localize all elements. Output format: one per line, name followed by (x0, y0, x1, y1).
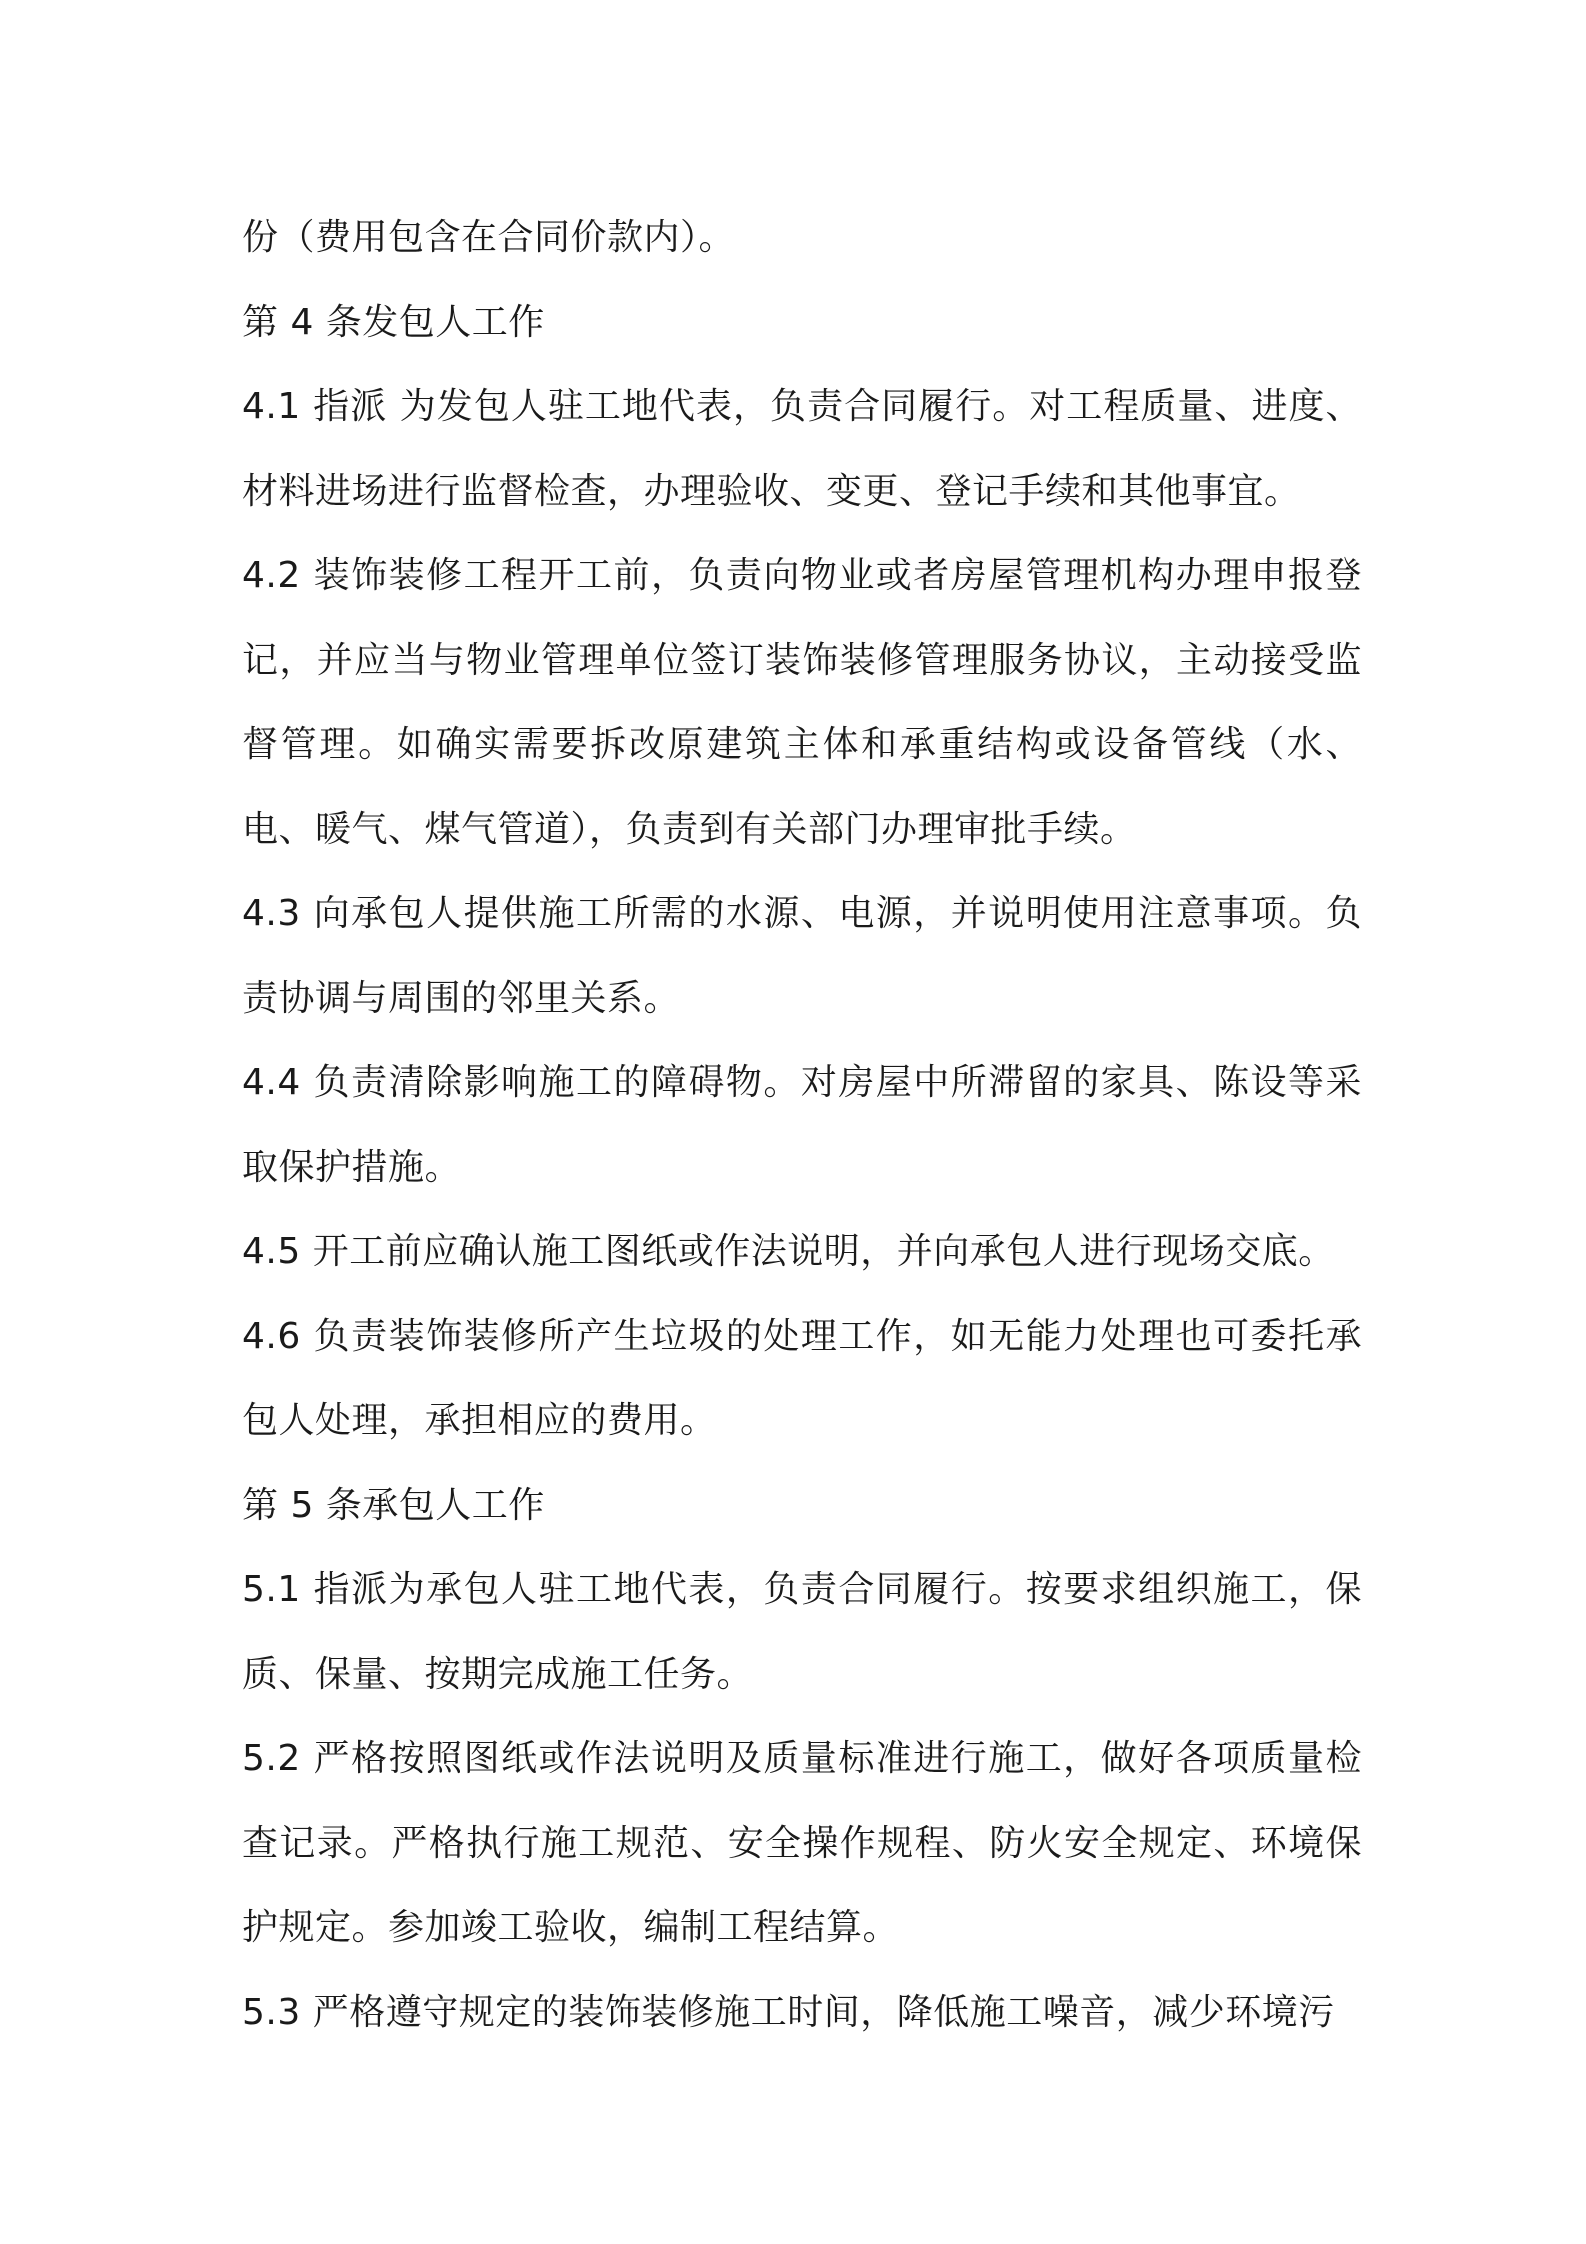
clause-4-4: 4.4 负责清除影响施工的障碍物。对房屋中所滞留的家具、陈设等采取保护措施。 (242, 1062, 1362, 1188)
clause-4-3: 4.3 向承包人提供施工所需的水源、电源，并说明使用注意事项。负责协调与周围的邻里关系。 (242, 893, 1362, 1019)
document-body (242, 196, 1362, 2055)
clause-4-1: 4.1 指派 为发包人驻工地代表，负责合同履行。对工程质量、进度、材料进场进行监督检查，办理验收、变更、登记手续和其他事宜。 (242, 386, 1362, 512)
section-heading-article-4: 第 4 条发包人工作 (242, 301, 545, 343)
clause-5-2: 5.2 严格按照图纸或作法说明及质量标准进行施工，做好各项质量检查记录。严格执行施工规范、安全操作规程、防火安全规定、环境保护规定。参加竣工验收，编制工程结算。 (242, 1738, 1362, 1948)
section-heading-article-5: 第 5 条承包人工作 (242, 1484, 545, 1526)
paragraph-continuation: 份（费用包含在合同价款内）。 (242, 217, 736, 258)
clause-4-6: 4.6 负责装饰装修所产生垃圾的处理工作，如无能力处理也可委托承包人处理，承担相应的费用。 (242, 1315, 1362, 1441)
clause-4-5: 4.5 开工前应确认施工图纸或作法说明，并向承包人进行现场交底。 (242, 1231, 1335, 1272)
clause-4-2: 4.2 装饰装修工程开工前，负责向物业或者房屋管理机构办理申报登记，并应当与物业管理单位签订装饰装修管理服务协议，主动接受监督管理。如确实需要拆改原建筑主体和承重结构或设备管线（水、电、暖气、煤气管道），负责到有关部门办理审批手续。 (242, 555, 1362, 850)
clause-5-1: 5.1 指派为承包人驻工地代表，负责合同履行。按要求组织施工，保质、保量、按期完成施工任务。 (242, 1569, 1362, 1695)
clause-5-3: 5.3 严格遵守规定的装饰装修施工时间，降低施工噪音，减少环境污 (242, 1991, 1335, 2033)
